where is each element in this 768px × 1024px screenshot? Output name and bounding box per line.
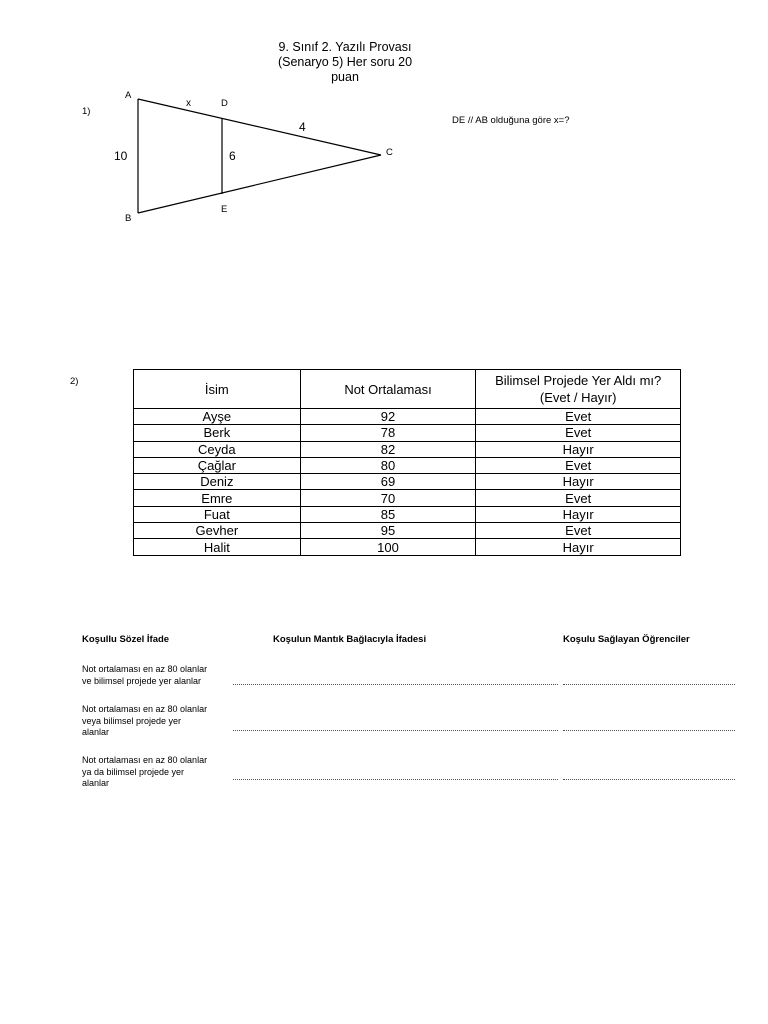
condition-2-line-1: Not ortalaması en az 80 olanlar: [82, 704, 208, 714]
cell-project: Evet: [476, 490, 681, 506]
cell-project: Hayır: [476, 441, 681, 457]
cell-average: 82: [300, 441, 476, 457]
condition-2-line-3: alanlar: [82, 727, 110, 737]
cell-project: Evet: [476, 457, 681, 473]
answer-students-2[interactable]: [563, 730, 735, 731]
cell-average: 92: [300, 409, 476, 425]
cell-average: 78: [300, 425, 476, 441]
cell-average: 80: [300, 457, 476, 473]
condition-3-line-1: Not ortalaması en az 80 olanlar: [82, 755, 208, 765]
answer-students-3[interactable]: [563, 779, 735, 780]
cell-name: Çağlar: [134, 457, 301, 473]
table-row: [134, 441, 681, 457]
label-de-length: 6: [229, 149, 236, 163]
question-2-number: 2): [70, 376, 79, 387]
condition-3-line-3: alanlar: [82, 778, 110, 788]
cell-name: Ayşe: [134, 409, 301, 425]
cell-project: Hayır: [476, 539, 681, 555]
cell-name: Fuat: [134, 506, 301, 522]
header-project: [476, 370, 681, 409]
question-1-number: 1): [82, 106, 91, 117]
title-line-3: puan: [331, 70, 359, 84]
answer-logical-2[interactable]: [233, 730, 558, 731]
cell-project: Evet: [476, 523, 681, 539]
cell-name: Halit: [134, 539, 301, 555]
header-name: İsim: [134, 370, 301, 409]
header-average: Not Ortalaması: [300, 370, 476, 409]
cell-name: Gevher: [134, 523, 301, 539]
cell-name: Emre: [134, 490, 301, 506]
condition-3-line-2: ya da bilimsel projede yer: [82, 766, 185, 777]
cell-average: 85: [300, 506, 476, 522]
label-x: x: [186, 98, 191, 109]
condition-1-line-1: Not ortalaması en az 80 olanlar: [82, 664, 208, 674]
table-row: [134, 474, 681, 490]
cell-project: Evet: [476, 409, 681, 425]
header-project-line-1: Bilimsel Projede Yer Aldı mı?: [495, 373, 662, 388]
label-d: D: [221, 98, 228, 109]
condition-3: [82, 755, 232, 790]
answer-logical-3[interactable]: [233, 779, 558, 780]
cell-average: 95: [300, 523, 476, 539]
cell-project: Hayır: [476, 506, 681, 522]
condition-1-line-2: ve bilimsel projede yer alanlar: [82, 675, 202, 686]
column-header-students: Koşulu Sağlayan Öğrenciler: [563, 634, 690, 645]
column-header-logical: Koşulun Mantık Bağlacıyla İfadesi: [273, 634, 427, 645]
label-b: B: [125, 213, 132, 224]
table-header-row: [134, 370, 681, 409]
cell-name: Berk: [134, 425, 301, 441]
label-e: E: [221, 204, 228, 215]
cell-average: 69: [300, 474, 476, 490]
students-table: [133, 369, 681, 556]
cell-average: 70: [300, 490, 476, 506]
condition-2: [82, 704, 232, 739]
label-ab-length: 10: [114, 149, 128, 163]
question-1-text: DE // AB olduğuna göre x=?: [452, 115, 570, 126]
table-row: [134, 457, 681, 473]
label-c: C: [386, 147, 393, 158]
label-a: A: [125, 90, 132, 101]
answer-logical-1[interactable]: [233, 684, 558, 685]
title-line-2: (Senaryo 5) Her soru 20: [277, 55, 413, 69]
cell-name: Deniz: [134, 474, 301, 490]
table-row: [134, 523, 681, 539]
header-project-line-2: (Evet / Hayır): [539, 390, 617, 405]
cell-name: Ceyda: [134, 441, 301, 457]
segment-ac: [138, 99, 381, 155]
cell-project: Hayır: [476, 474, 681, 490]
table-row: [134, 409, 681, 425]
condition-1: [82, 664, 232, 687]
triangle-figure: [0, 0, 768, 260]
column-header-verbal: Koşullu Sözel İfade: [82, 634, 170, 645]
cell-project: Evet: [476, 425, 681, 441]
answer-students-1[interactable]: [563, 684, 735, 685]
table-row: [134, 425, 681, 441]
title-line-1: 9. Sınıf 2. Yazılı Provası: [278, 40, 412, 54]
segment-bc: [138, 155, 381, 213]
table-row: [134, 539, 681, 555]
cell-average: 100: [300, 539, 476, 555]
condition-2-line-2: veya bilimsel projede yer: [82, 715, 182, 726]
table-row: [134, 506, 681, 522]
table-row: [134, 490, 681, 506]
label-dc-length: 4: [299, 120, 306, 134]
